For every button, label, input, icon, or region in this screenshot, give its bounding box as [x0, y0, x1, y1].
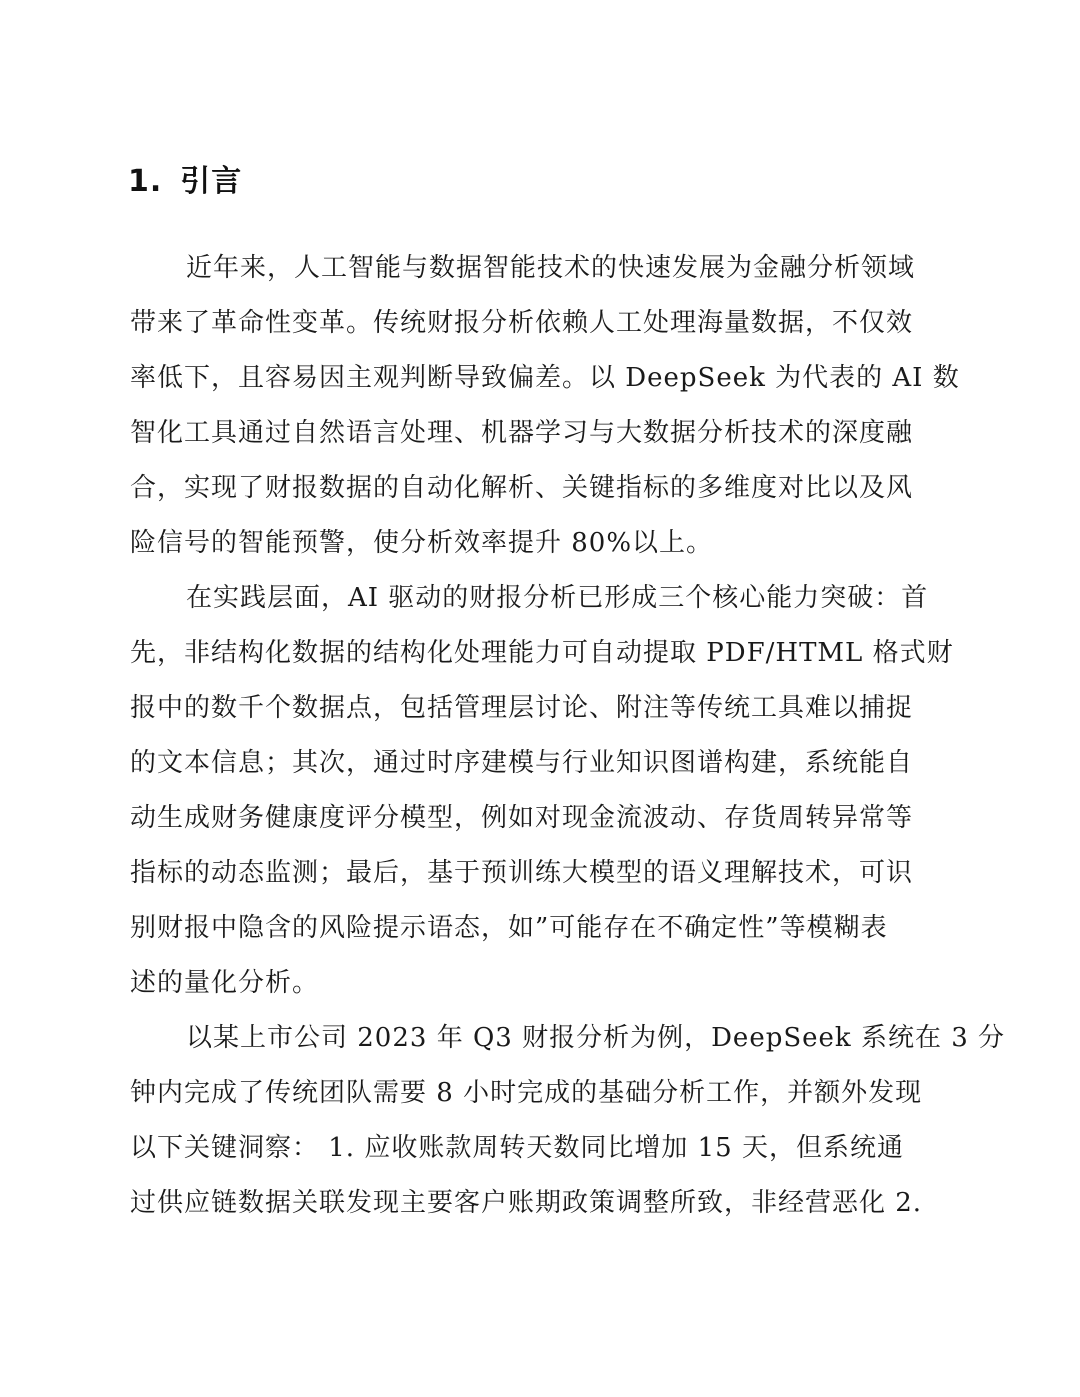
paragraph-1-line-5: 合，实现了财报数据的自动化解析、关键指标的多维度对比以及风 [130, 473, 914, 503]
section-heading [128, 156, 242, 200]
paragraph-2-line-4: 的文本信息；其次，通过时序建模与行业知识图谱构建，系统能自 [130, 748, 914, 778]
paragraph-3-line-3: 以下关键洞察： 1. 应收账款周转天数同比增加 15 天，但系统通 [130, 1133, 904, 1163]
paragraph-1-line-1: 近年来，人工智能与数据智能技术的快速发展为金融分析领域 [186, 253, 916, 283]
paragraph-2-line-8: 述的量化分析。 [130, 968, 320, 998]
paragraph-1-line-4: 智化工具通过自然语言处理、机器学习与大数据分析技术的深度融 [130, 418, 914, 448]
paragraph-3-line-1: 以某上市公司 2023 年 Q3 财报分析为例，DeepSeek 系统在 3 分 [186, 1023, 1006, 1053]
paragraph-1-line-2: 带来了革命性变革。传统财报分析依赖人工处理海量数据，不仅效 [130, 308, 914, 338]
paragraph-2-line-3: 报中的数千个数据点，包括管理层讨论、附注等传统工具难以捕捉 [130, 693, 914, 723]
paragraph-1-line-6: 险信号的智能预警，使分析效率提升 80%以上。 [130, 528, 714, 558]
section-number: 1. [128, 164, 163, 199]
paragraph-2-line-7: 别财报中隐含的风险提示语态，如”可能存在不确定性”等模糊表 [130, 913, 888, 943]
paragraph-2-line-1: 在实践层面，AI 驱动的财报分析已形成三个核心能力突破：首 [186, 583, 929, 613]
paragraph-3-line-4: 过供应链数据关联发现主要客户账期政策调整所致，非经营恶化 2. [130, 1188, 923, 1218]
paragraph-2-line-2: 先，非结构化数据的结构化处理能力可自动提取 PDF/HTML 格式财 [130, 638, 954, 668]
paragraph-1-line-3: 率低下，且容易因主观判断导致偏差。以 DeepSeek 为代表的 AI 数 [130, 363, 960, 393]
section-title: 引言 [180, 164, 243, 199]
paragraph-3-line-2: 钟内完成了传统团队需要 8 小时完成的基础分析工作，并额外发现 [130, 1078, 923, 1108]
paragraph-2-line-5: 动生成财务健康度评分模型，例如对现金流波动、存货周转异常等 [130, 803, 914, 833]
paragraph-2-line-6: 指标的动态监测；最后，基于预训练大模型的语义理解技术，可识 [130, 858, 914, 888]
